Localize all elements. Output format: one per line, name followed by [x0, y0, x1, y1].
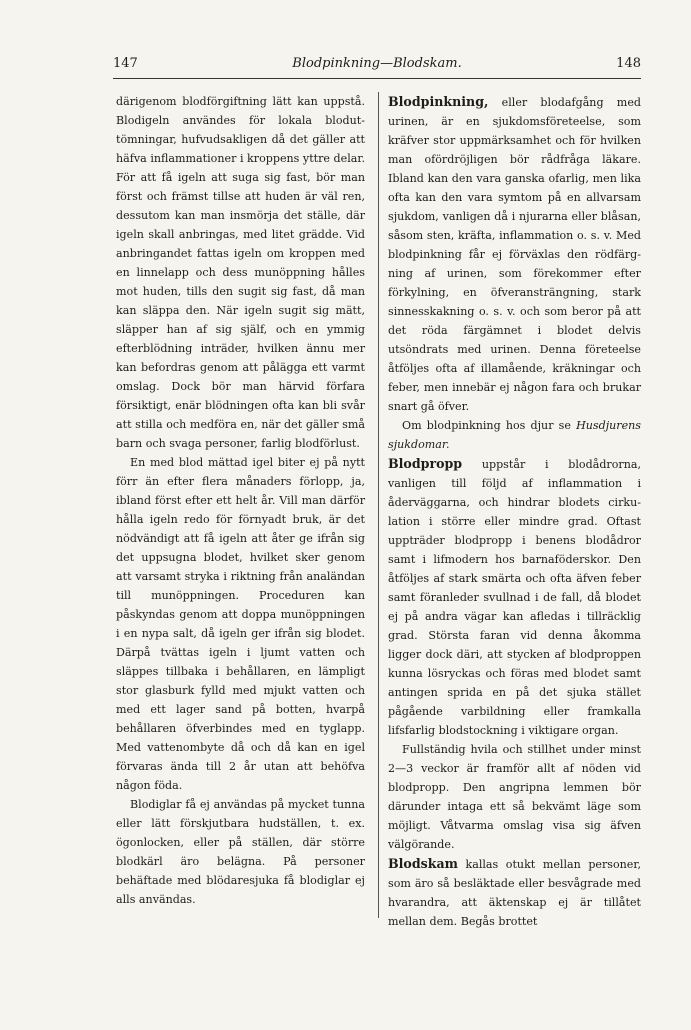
page-number-right: 148: [616, 56, 641, 71]
entry-blodpropp: [388, 454, 641, 740]
running-header: [113, 56, 641, 78]
entry-blodpinkning: [388, 92, 641, 416]
crossref-text: Om blodpinkning hos djur se: [402, 419, 577, 432]
entry-blodskam: [388, 854, 641, 931]
headword-blodpinkning: Blodpinkning,: [388, 94, 489, 109]
header-rule: [113, 78, 641, 79]
entry-blodskam-text: kallas otukt mellan personer, som äro så besläktade eller besvågrade med hvarandra, att äktenskap ej är tillåtet mellan dem. Begås brottet: [388, 858, 641, 928]
entry-blodpropp-text: uppstår i blodådrorna, vanligen till följd af inflammation i åderväggarna, och hindrar blodets cirkulation i större eller mindre grad. Oftast uppträder blodpropp i benens blodådror samt i lifmodern hos barnaföderskor. Den åtföljes af stark smärta och ofta äfven feber samt föranleder svullnad i de fall, då blodet ej på andra vägar kan afledas i tillräcklig grad. Största faran vid denna åkomma ligger dock däri, att stycken af blodproppen kunna lösryckas och föras med blodet samt antingen sprida en på det sjuka stället pågående varbildning eller framkalla lifsfarlig blodstockning i viktigare organ.: [388, 458, 641, 737]
entry-blodpinkning-text: eller blodafgång med urinen, är en sjukdomsföreteelse, som kräfver stor uppmärksamhet och för hvilken man ofördröjligen bör rådfråga läkare. Ibland kan den vara ganska ofarlig, men lika ofta kan den vara symtom på en allvarsam sjukdom, vanligen då i njurarna eller blåsan, såsom sten, kräfta, inflammation o. s. v. Med blodpinkning får ej förväxlas den rödfärgning af urinen, som förekommer efter förkylning, en öfveransträngning, stark sinnesskakning o. s. v. och som beror på att det röda färgämnet i blodet delvis utsöndrats med urinen. Denna företeelse åtföljes ofta af illamående, kräkningar och feber, men innebär ej någon fara och brukar snart gå öfver.: [388, 96, 641, 413]
paragraph-leech-reuse: En med blod mättad igel biter ej på nytt förr än efter flera månaders förlopp, ja, ibland först efter ett helt år. Vill man därför hålla igeln redo för förnyadt bruk, är det nödvändigt att få igeln att åter ge ifrån sig det uppsugna blodet, hvilket sker genom att varsamt stryka i riktning från analändan till munöppningen. Proceduren kan påskyndas genom att doppa munöppningen i en nypa salt, då igeln ger ifrån sig blodet. Därpå tvättas igeln i ljumt vatten och släppes tillbaka i behållaren, en lämpligt stor glasburk fylld med mjukt vatten och med ett lager sand på botten, hvarpå behållaren öfverbindes med en tyglapp. Med vattenombyte då och då kan en igel förvaras ända till 2 år utan att behöfva någon föda.: [116, 456, 365, 792]
page-number-left: 147: [113, 56, 138, 71]
running-title: Blodpinkning—Blodskam.: [292, 56, 462, 71]
paragraph-leech-usage: därigenom blodförgiftning lätt kan uppstå. Blodigeln användes för lokala bloduttömningar, hufvudsakligen då det gäller att häfva inflammationer i kroppens yttre delar. För att få igeln att suga sig fast, bör man först och främst tillse att huden är väl ren, dessutom kan man insmörja det ställe, där igeln skall anbringas, med litet grädde. Vid anbringandet fattas igeln om kroppen med en linnelapp och dess munöppning hålles mot huden, tills den sugit sig fast, då man kan släppa den. När igeln sugit sig mätt, släpper han af sig själf, och en ymmig efterblödning inträder, hvilken ännu mer kan befordras genom att pålägga ett varmt omslag. Dock bör man härvid förfara försiktigt, enär blödningen ofta kan bli svår att stilla och medföra en, när det gäller små barn och svaga personer, farlig blodförlust.: [116, 95, 365, 450]
column-divider: [378, 92, 379, 918]
crossref-target: Husdjurens sjukdomar.: [388, 419, 641, 451]
left-column: [116, 92, 365, 909]
headword-blodpropp: Blodpropp: [388, 456, 463, 471]
paragraph-blodpropp-treatment: Fullständig hvila och stillhet under minst 2—3 veckor är framför allt af nöden vid blodpropp. Den angripna lemmen bör därunder intaga ett så bekvämt läge som möjligt. Våtvarma omslag visa sig äfven välgörande.: [388, 743, 641, 851]
right-column: [388, 92, 641, 931]
entry-blodpinkning-crossref: [388, 416, 641, 454]
headword-blodskam: Blodskam: [388, 856, 458, 871]
paragraph-leech-restrictions: Blodiglar få ej användas på mycket tunna eller lätt förskjutbara hudställen, t. ex. ögonlocken, eller på ställen, där större blodkärl äro belägna. På personer behäftade med blödaresjuka få blodiglar ej alls användas.: [116, 798, 365, 906]
